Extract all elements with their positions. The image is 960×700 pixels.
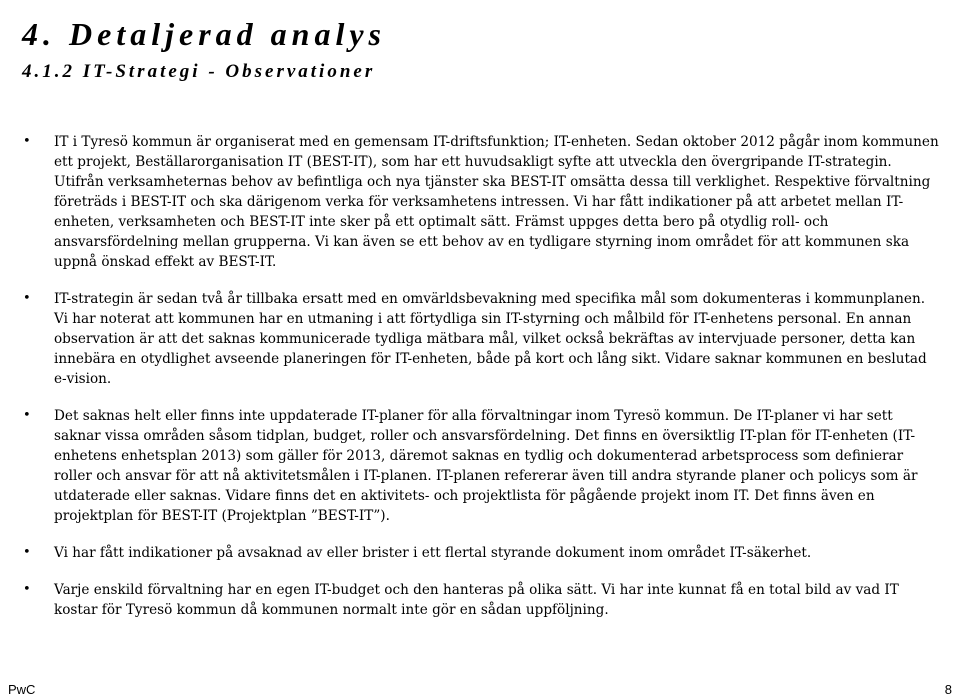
bullet-icon: • (23, 582, 31, 597)
list-item-text: Vi har fått indikationer på avsaknad av eller brister i ett flertal styrande dokument inom området IT-säkerhet. (54, 545, 812, 561)
list-item (0, 580, 960, 620)
list-item-text: IT-strategin är sedan två år tillbaka ersatt med en omvärldsbevakning med specifika mål som dokumenteras i kommunplanen. Vi har noterat att kommunen har en utmaning i att förtydliga sin IT-styrning och målbild för IT-enhetens personal. En annan observation är att det saknas kommunicerade tydliga mätbara mål, vilket också bekräftas av intervjuade personer, detta kan innebära en otydlighet avseende planeringen för IT-enheten, både på kort och lång sikt. Vidare saknar kommunen en beslutad e-vision. (54, 291, 927, 387)
section-subtitle: 4.1.2 IT-Strategi - Observationer (22, 61, 376, 82)
list-item-text: Varje enskild förvaltning har en egen IT-budget och den hanteras på olika sätt. Vi har inte kunnat få en total bild av vad IT kostar för Tyresö kommun då kommunen normalt inte gör en sådan uppföljning. (54, 582, 899, 618)
list-item (0, 289, 960, 389)
page-title: 4. Detaljerad analys (22, 16, 386, 52)
observation-list (0, 132, 960, 637)
page-number: 8 (944, 682, 952, 697)
bullet-icon: • (23, 291, 31, 306)
list-item-text: Det saknas helt eller finns inte uppdaterade IT-planer för alla förvaltningar inom Tyresö kommun. De IT-planer vi har sett saknar vissa områden såsom tidplan, budget, roller och ansvarsfördelning. Det finns en översiktlig IT-plan för IT-enheten (IT-enhetens enhetsplan 2013) som gäller för 2013, däremot saknas en tydlig och dokumenterad arbetsprocess som definierar roller och ansvar för att nå aktivitetsmålen i IT-planen. IT-planen refererar även till andra styrande planer och policys som är utdaterade eller saknas. Vidare finns det en aktivitets- och projektlista för pågående projekt inom IT. Det finns även en projektplan för BEST-IT (Projektplan ”BEST-IT”). (54, 408, 918, 524)
list-item (0, 132, 960, 272)
list-item (0, 406, 960, 526)
bullet-icon: • (23, 134, 31, 149)
bullet-icon: • (23, 545, 31, 560)
footer-brand: PwC (8, 682, 36, 697)
bullet-icon: • (23, 408, 31, 423)
list-item (0, 543, 960, 563)
list-item-text: IT i Tyresö kommun är organiserat med en gemensam IT-driftsfunktion; IT-enheten. Sedan oktober 2012 pågår inom kommunen ett projekt, Beställarorganisation IT (BEST-IT), som har ett huvudsakligt syfte att utveckla den övergripande IT-strategin. Utifrån verksamheternas behov av befintliga och nya tjänster ska BEST-IT omsätta dessa till verklighet. Respektive förvaltning företräds i BEST-IT och ska därigenom verka för verksamhetens intressen. Vi har fått indikationer på att arbetet mellan IT-enheten, verksamheten och BEST-IT inte sker på ett optimalt sätt. Främst uppges detta bero på otydlig roll- och ansvarsfördelning mellan grupperna. Vi kan även se ett behov av en tydligare styrning inom området för att kommunen ska uppnå önskad effekt av BEST-IT. (54, 134, 939, 270)
